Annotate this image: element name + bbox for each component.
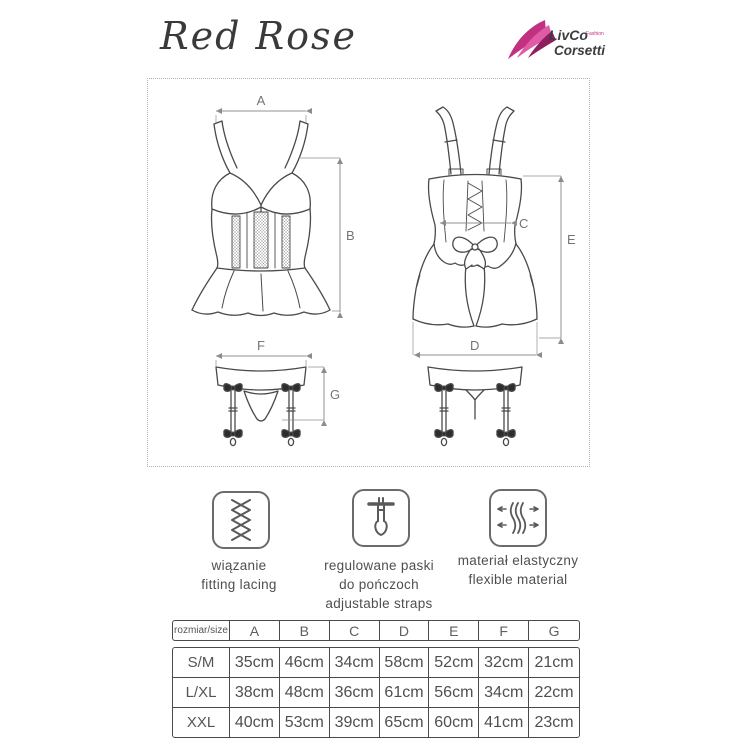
garter-strap-icon bbox=[352, 489, 410, 547]
product-title: Red Rose bbox=[160, 14, 357, 58]
caption-line: materiał elastyczny bbox=[457, 553, 579, 568]
col-header-g: G bbox=[548, 622, 560, 639]
caption-line: adjustable straps bbox=[325, 596, 433, 611]
table-cell: 60cm bbox=[429, 708, 479, 737]
col-header-a: A bbox=[230, 621, 280, 640]
table-cell: 65cm bbox=[380, 708, 430, 737]
feature-lacing bbox=[212, 491, 270, 552]
size-table-body bbox=[172, 647, 580, 738]
table-cell: 21cm bbox=[534, 653, 574, 671]
row-size-label: S/M bbox=[173, 648, 230, 677]
caption-line: fitting lacing bbox=[201, 577, 277, 592]
dim-label-g: G bbox=[330, 387, 341, 402]
table-cell: 56cm bbox=[429, 678, 479, 707]
col-header-b: B bbox=[280, 621, 330, 640]
table-cell: 58cm bbox=[380, 648, 430, 677]
table-cell: 39cm bbox=[330, 708, 380, 737]
caption-lacing bbox=[163, 556, 315, 594]
table-cell: 32cm bbox=[479, 648, 529, 677]
lacing-icon bbox=[212, 491, 270, 549]
logo-brand2-text: Corsetti bbox=[554, 43, 606, 58]
caption-line: regulowane paski bbox=[324, 558, 434, 573]
table-row bbox=[173, 677, 579, 707]
diagram-panel bbox=[147, 78, 590, 467]
garter-back-drawing bbox=[428, 367, 522, 446]
table-row bbox=[173, 648, 579, 677]
table-cell: 53cm bbox=[280, 708, 330, 737]
feature-straps bbox=[352, 489, 410, 550]
table-row bbox=[173, 707, 579, 737]
size-table-header bbox=[172, 620, 580, 641]
table-cell: 40cm bbox=[230, 708, 280, 737]
dimension-f bbox=[216, 356, 306, 366]
dim-label-e: E bbox=[567, 232, 576, 247]
caption-line: flexible material bbox=[468, 572, 568, 587]
stretch-material-icon bbox=[489, 489, 547, 547]
table-cell: 41cm bbox=[479, 708, 529, 737]
col-header-f: F bbox=[479, 621, 529, 640]
table-cell: 35cm bbox=[230, 648, 280, 677]
brand-logo bbox=[505, 18, 609, 66]
dimension-e bbox=[523, 176, 561, 338]
dim-label-d: D bbox=[470, 338, 480, 353]
table-cell: 52cm bbox=[429, 648, 479, 677]
corset-back-drawing bbox=[413, 107, 576, 355]
table-cell: 38cm bbox=[230, 678, 280, 707]
logo-tagline-text: Fashion bbox=[586, 31, 604, 37]
corset-front-drawing bbox=[192, 93, 355, 316]
caption-line: wiązanie bbox=[211, 558, 267, 573]
table-cell: 34cm bbox=[479, 678, 529, 707]
row-size-label: L/XL bbox=[173, 678, 230, 707]
table-cell: 61cm bbox=[380, 678, 430, 707]
table-cell: 22cm bbox=[534, 683, 574, 701]
table-cell: 48cm bbox=[280, 678, 330, 707]
caption-flexible bbox=[428, 551, 608, 589]
dimension-g bbox=[282, 367, 324, 420]
table-cell: 46cm bbox=[280, 648, 330, 677]
table-cell: 36cm bbox=[330, 678, 380, 707]
dim-label-f: F bbox=[257, 338, 265, 353]
col-header-e: E bbox=[429, 621, 479, 640]
table-cell: 34cm bbox=[330, 648, 380, 677]
corner-label: rozmiar/size bbox=[173, 621, 230, 640]
row-size-label: XXL bbox=[173, 708, 230, 737]
caption-line: do pończoch bbox=[339, 577, 419, 592]
dim-label-a: A bbox=[256, 93, 266, 108]
dimension-a bbox=[216, 111, 306, 123]
col-header-d: D bbox=[380, 621, 430, 640]
dim-label-c: C bbox=[519, 216, 529, 231]
logo-brand-text: LivCo bbox=[549, 27, 588, 43]
size-table bbox=[172, 620, 580, 738]
garter-front-drawing bbox=[216, 338, 340, 446]
table-cell: 23cm bbox=[534, 713, 574, 731]
col-header-c: C bbox=[330, 621, 380, 640]
feature-flexible bbox=[489, 489, 547, 550]
dim-label-b: B bbox=[346, 228, 355, 243]
